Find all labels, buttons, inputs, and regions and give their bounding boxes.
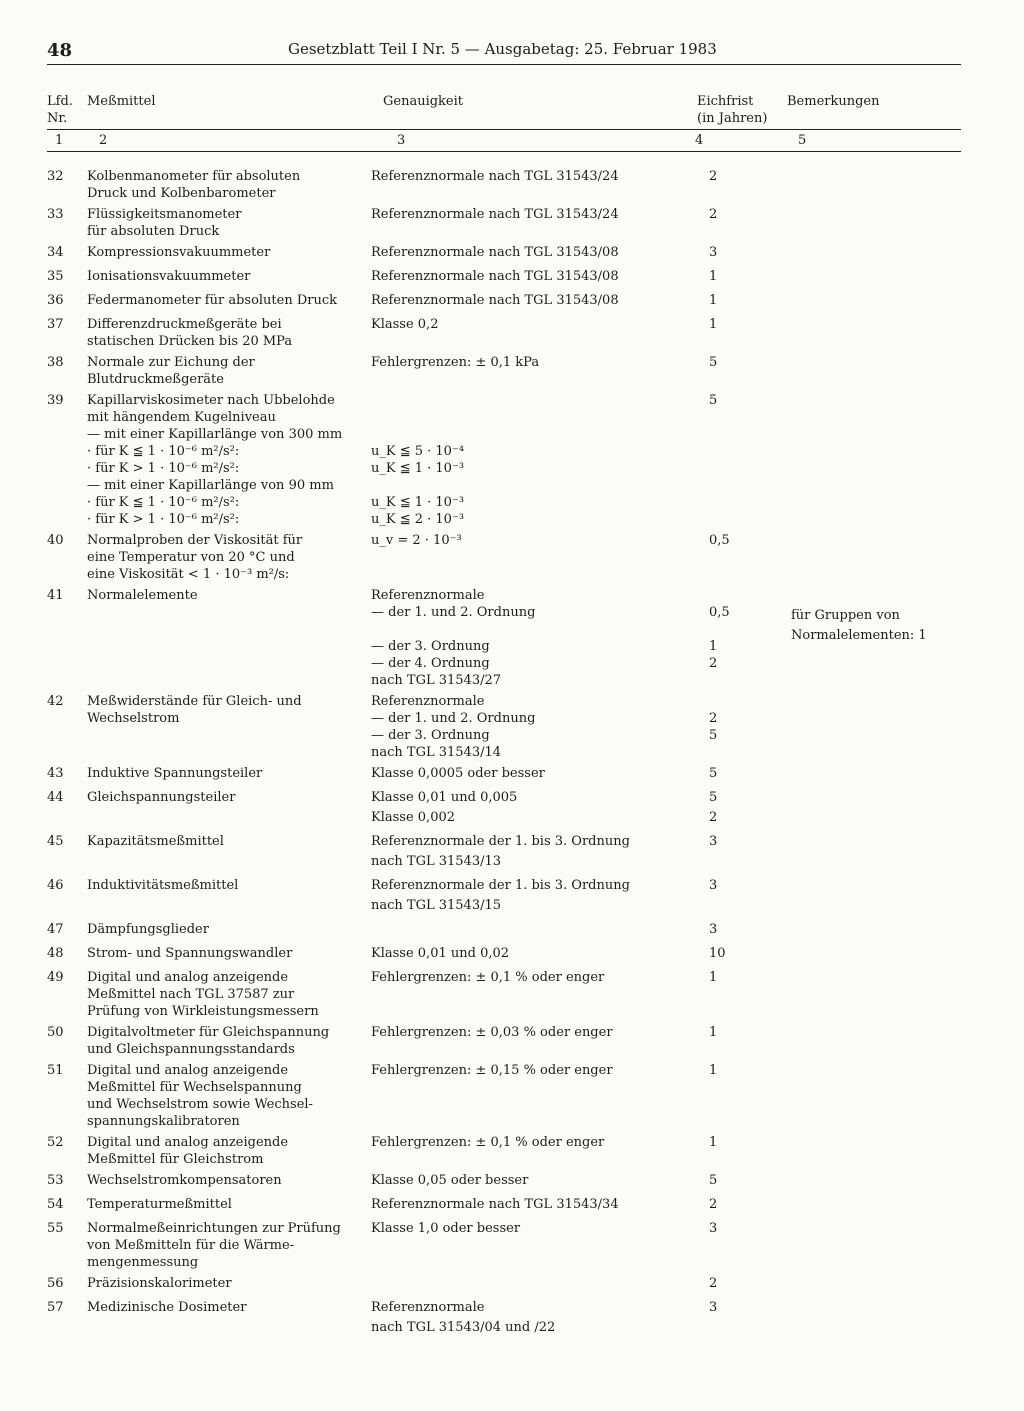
- accuracy-cell: [371, 945, 695, 965]
- measuring-instrument-line: eine Temperatur von 20 °C und: [87, 550, 295, 565]
- calibration-interval-line: 1: [709, 639, 718, 654]
- measuring-instrument-line: Induktive Spannungsteiler: [87, 766, 263, 781]
- measuring-instrument-line: · für K ≦ 1 · 10⁻⁶ m²/s²:: [87, 495, 240, 510]
- accuracy-line: — der 1. und 2. Ordnung: [371, 711, 536, 726]
- accuracy-line: Referenznormale: [371, 588, 485, 603]
- table-row: [0, 789, 1024, 829]
- row-number-cell: [47, 292, 94, 312]
- accuracy-line: Referenznormale der 1. bis 3. Ordnung: [371, 878, 630, 893]
- measuring-instrument-line: Digital und analog anzeigende: [87, 970, 289, 985]
- col-number: 1: [55, 133, 64, 148]
- measuring-instrument-line: Strom- und Spannungswandler: [87, 946, 293, 961]
- row-number-cell: [47, 789, 94, 809]
- row-number: 47: [47, 922, 64, 937]
- accuracy-line: nach TGL 31543/27: [371, 673, 502, 688]
- accuracy-line: Klasse 0,2: [371, 317, 439, 332]
- measuring-instrument-line: Kapillarviskosimeter nach Ubbelohde: [87, 393, 335, 408]
- row-number: 56: [47, 1276, 64, 1291]
- measuring-instrument-line: — mit einer Kapillarlänge von 90 mm: [87, 478, 334, 493]
- row-number-cell: [47, 268, 94, 288]
- accuracy-line: nach TGL 31543/04 und /22: [371, 1320, 556, 1335]
- measuring-instrument-cell: [87, 1220, 371, 1271]
- measuring-instrument-cell: [87, 354, 371, 388]
- row-number-cell: [47, 1062, 94, 1082]
- table-body: [0, 168, 1024, 1343]
- row-number: 50: [47, 1025, 64, 1040]
- table-row: [0, 316, 1024, 350]
- accuracy-cell: [371, 532, 695, 552]
- measuring-instrument-cell: [87, 392, 371, 528]
- accuracy-cell: [371, 1062, 695, 1082]
- table-row: [0, 765, 1024, 785]
- measuring-instrument-cell: [87, 693, 371, 727]
- measuring-instrument-cell: [87, 206, 371, 240]
- row-number-cell: [47, 168, 94, 188]
- calibration-interval-line: 2: [709, 1276, 718, 1291]
- calibration-interval-line: 2: [709, 810, 718, 825]
- calibration-interval-cell: [695, 1220, 791, 1240]
- row-number: 36: [47, 293, 64, 308]
- measuring-instrument-cell: [87, 1062, 371, 1130]
- row-number-cell: [47, 765, 94, 785]
- calibration-interval-line: 10: [709, 946, 726, 961]
- accuracy-line: Referenznormale nach TGL 31543/08: [371, 293, 619, 308]
- measuring-instrument-cell: [87, 921, 371, 938]
- table-row: [0, 833, 1024, 873]
- row-number-cell: [47, 1172, 94, 1192]
- row-number: 34: [47, 245, 64, 260]
- table-row: [0, 532, 1024, 583]
- row-number: 35: [47, 269, 64, 284]
- calibration-interval-cell: [695, 789, 791, 829]
- accuracy-line: [371, 426, 695, 443]
- row-number-cell: [47, 969, 94, 989]
- accuracy-line: Referenznormale nach TGL 31543/08: [371, 269, 619, 284]
- calibration-interval-cell: [695, 1024, 791, 1044]
- row-number: 49: [47, 970, 64, 985]
- number-rule: [47, 151, 961, 152]
- remarks-line: [791, 587, 971, 607]
- accuracy-line: Referenznormale nach TGL 31543/34: [371, 1197, 619, 1212]
- accuracy-line: Referenznormale: [371, 694, 485, 709]
- measuring-instrument-line: Flüssigkeitsmanometer: [87, 207, 242, 222]
- calibration-interval-cell: [695, 833, 791, 853]
- measuring-instrument-line: · für K > 1 · 10⁻⁶ m²/s²:: [87, 512, 240, 527]
- row-number: 51: [47, 1063, 64, 1078]
- measuring-instrument-line: Druck und Kolbenbarometer: [87, 186, 276, 201]
- calibration-interval-cell: [695, 244, 791, 264]
- header-rule: [47, 129, 961, 130]
- calibration-interval-cell: [695, 969, 791, 989]
- accuracy-line: Fehlergrenzen: ± 0,15 % oder enger: [371, 1063, 613, 1078]
- accuracy-line: [371, 409, 695, 426]
- measuring-instrument-line: Normalmeßeinrichtungen zur Prüfung: [87, 1221, 341, 1236]
- col-number: 3: [397, 133, 406, 148]
- accuracy-line: — der 4. Ordnung: [371, 656, 490, 671]
- accuracy-line: Klasse 0,002: [371, 810, 456, 825]
- calibration-interval-line: [695, 693, 791, 710]
- accuracy-cell: [371, 1220, 695, 1240]
- calibration-interval-cell: [695, 532, 791, 552]
- calibration-interval-line: 0,5: [709, 533, 730, 548]
- accuracy-line: Klasse 1,0 oder besser: [371, 1221, 521, 1236]
- row-number-cell: [47, 587, 94, 607]
- top-rule: [47, 64, 961, 65]
- calibration-interval-cell: [695, 206, 791, 226]
- table-row: [0, 206, 1024, 240]
- row-number-cell: [47, 1275, 94, 1295]
- measuring-instrument-line: Präzisionskalorimeter: [87, 1276, 232, 1291]
- measuring-instrument-line: Differenzdruckmeßgeräte bei: [87, 317, 282, 332]
- measuring-instrument-line: Normalelemente: [87, 588, 198, 603]
- calibration-interval-cell: [695, 168, 791, 188]
- measuring-instrument-cell: [87, 1024, 371, 1058]
- calibration-interval-line: 1: [709, 1135, 718, 1150]
- accuracy-cell: [371, 969, 695, 989]
- row-number-cell: [47, 206, 94, 226]
- measuring-instrument-line: Meßmittel für Gleichstrom: [87, 1152, 264, 1167]
- measuring-instrument-cell: [87, 587, 371, 604]
- remarks-line: Normalelementen: 1: [791, 628, 927, 643]
- measuring-instrument-line: Federmanometer für absoluten Druck: [87, 293, 338, 308]
- measuring-instrument-cell: [87, 244, 371, 261]
- accuracy-line: Referenznormale nach TGL 31543/24: [371, 169, 619, 184]
- calibration-interval-line: 2: [709, 169, 718, 184]
- measuring-instrument-cell: [87, 833, 371, 850]
- measuring-instrument-line: Prüfung von Wirkleistungsmessern: [87, 1004, 319, 1019]
- row-number: 45: [47, 834, 64, 849]
- table-row: [0, 392, 1024, 528]
- remarks-cell: [791, 587, 971, 647]
- accuracy-line: Klasse 0,05 oder besser: [371, 1173, 529, 1188]
- accuracy-cell: [371, 268, 695, 288]
- row-number-cell: [47, 1134, 94, 1154]
- calibration-interval-line: 3: [709, 245, 718, 260]
- accuracy-cell: [371, 392, 695, 528]
- calibration-interval-line: [695, 621, 791, 638]
- table-row: [0, 1275, 1024, 1295]
- calibration-interval-line: 5: [709, 790, 718, 805]
- calibration-interval-cell: [695, 945, 791, 965]
- measuring-instrument-line: Digital und analog anzeigende: [87, 1135, 289, 1150]
- accuracy-line: u_v = 2 · 10⁻³: [371, 533, 462, 548]
- table-row: [0, 969, 1024, 1020]
- measuring-instrument-line: Kapazitätsmeßmittel: [87, 834, 224, 849]
- accuracy-line: Referenznormale nach TGL 31543/08: [371, 245, 619, 260]
- calibration-interval-cell: [695, 693, 791, 744]
- measuring-instrument-line: Kompressionsvakuummeter: [87, 245, 271, 260]
- measuring-instrument-cell: [87, 1172, 371, 1189]
- table-row: [0, 1196, 1024, 1216]
- accuracy-line: nach TGL 31543/14: [371, 745, 502, 760]
- row-number: 41: [47, 588, 64, 603]
- accuracy-line: — der 1. und 2. Ordnung: [371, 605, 536, 620]
- calibration-interval-line: 2: [709, 711, 718, 726]
- measuring-instrument-cell: [87, 292, 371, 309]
- accuracy-cell: [371, 789, 695, 829]
- measuring-instrument-line: Wechselstromkompensatoren: [87, 1173, 282, 1188]
- row-number: 32: [47, 169, 64, 184]
- table-row: [0, 292, 1024, 312]
- accuracy-cell: [371, 292, 695, 312]
- row-number: 37: [47, 317, 64, 332]
- accuracy-cell: [371, 354, 695, 374]
- measuring-instrument-line: · für K ≦ 1 · 10⁻⁶ m²/s²:: [87, 444, 240, 459]
- calibration-interval-line: 5: [709, 393, 718, 408]
- remarks-line: für Gruppen von: [791, 608, 900, 623]
- accuracy-line: nach TGL 31543/13: [371, 854, 502, 869]
- calibration-interval-cell: [695, 1196, 791, 1216]
- accuracy-cell: [371, 877, 695, 917]
- accuracy-line: Referenznormale: [371, 1300, 485, 1315]
- table-row: [0, 1220, 1024, 1271]
- row-number-cell: [47, 392, 94, 412]
- measuring-instrument-line: Normalproben der Viskosität für: [87, 533, 303, 548]
- calibration-interval-cell: [695, 354, 791, 374]
- measuring-instrument-line: mengenmessung: [87, 1255, 199, 1270]
- col-header-accuracy: Genauigkeit: [383, 94, 464, 109]
- accuracy-cell: [371, 765, 695, 785]
- measuring-instrument-cell: [87, 945, 371, 962]
- calibration-interval-line: 1: [709, 293, 718, 308]
- table-row: [0, 168, 1024, 202]
- row-number-cell: [47, 921, 94, 941]
- accuracy-cell: [371, 206, 695, 226]
- col-number: 5: [798, 133, 807, 148]
- row-number-cell: [47, 833, 94, 853]
- table-row: [0, 1134, 1024, 1168]
- calibration-interval-cell: [695, 877, 791, 897]
- calibration-interval-cell: [695, 1299, 791, 1319]
- measuring-instrument-line: mit hängendem Kugelniveau: [87, 410, 276, 425]
- col-header-remarks: Bemerkungen: [787, 94, 880, 109]
- measuring-instrument-line: Induktivitätsmeßmittel: [87, 878, 239, 893]
- accuracy-cell: [371, 833, 695, 873]
- calibration-interval-line: 3: [709, 878, 718, 893]
- accuracy-cell: [371, 1299, 695, 1339]
- row-number-cell: [47, 532, 94, 552]
- accuracy-line: — der 3. Ordnung: [371, 639, 490, 654]
- measuring-instrument-cell: [87, 789, 371, 806]
- table-row: [0, 693, 1024, 761]
- measuring-instrument-line: Ionisationsvakuummeter: [87, 269, 251, 284]
- accuracy-line: Referenznormale nach TGL 31543/24: [371, 207, 619, 222]
- row-number-cell: [47, 693, 94, 713]
- measuring-instrument-line: Medizinische Dosimeter: [87, 1300, 247, 1315]
- measuring-instrument-cell: [87, 532, 371, 583]
- measuring-instrument-cell: [87, 268, 371, 285]
- accuracy-cell: [371, 1172, 695, 1192]
- calibration-interval-cell: [695, 1275, 791, 1295]
- row-number-cell: [47, 877, 94, 897]
- calibration-interval-line: 1: [709, 970, 718, 985]
- measuring-instrument-line: statischen Drücken bis 20 MPa: [87, 334, 293, 349]
- calibration-interval-cell: [695, 1062, 791, 1082]
- col-header-nr: Lfd. Nr.: [47, 94, 73, 126]
- row-number: 38: [47, 355, 64, 370]
- calibration-interval-line: 5: [709, 728, 718, 743]
- row-number: 39: [47, 393, 64, 408]
- accuracy-line: u_K ≦ 1 · 10⁻³: [371, 461, 465, 476]
- accuracy-line: nach TGL 31543/15: [371, 898, 502, 913]
- accuracy-line: u_K ≦ 5 · 10⁻⁴: [371, 444, 465, 459]
- table-row: [0, 1024, 1024, 1058]
- calibration-interval-line: 3: [709, 1300, 718, 1315]
- measuring-instrument-line: Blutdruckmeßgeräte: [87, 372, 224, 387]
- measuring-instrument-line: Wechselstrom: [87, 711, 180, 726]
- accuracy-cell: [371, 168, 695, 188]
- calibration-interval-line: 2: [709, 207, 718, 222]
- accuracy-line: Fehlergrenzen: ± 0,1 % oder enger: [371, 1135, 605, 1150]
- accuracy-line: Fehlergrenzen: ± 0,1 kPa: [371, 355, 540, 370]
- row-number-cell: [47, 354, 94, 374]
- measuring-instrument-line: für absoluten Druck: [87, 224, 220, 239]
- calibration-interval-line: 2: [709, 1197, 718, 1212]
- accuracy-cell: [371, 1024, 695, 1044]
- row-number: 33: [47, 207, 64, 222]
- row-number: 40: [47, 533, 64, 548]
- table-row: [0, 1299, 1024, 1339]
- table-row: [0, 945, 1024, 965]
- measuring-instrument-line: Digitalvoltmeter für Gleichspannung: [87, 1025, 330, 1040]
- measuring-instrument-cell: [87, 1275, 371, 1292]
- accuracy-line: [371, 477, 695, 494]
- col-number: 2: [99, 133, 108, 148]
- calibration-interval-cell: [695, 392, 791, 409]
- row-number: 55: [47, 1221, 64, 1236]
- accuracy-cell: [371, 1196, 695, 1216]
- row-number: 44: [47, 790, 64, 805]
- accuracy-line: u_K ≦ 1 · 10⁻³: [371, 495, 465, 510]
- measuring-instrument-cell: [87, 1299, 371, 1316]
- measuring-instrument-cell: [87, 765, 371, 782]
- calibration-interval-line: 3: [709, 922, 718, 937]
- accuracy-line: u_K ≦ 2 · 10⁻³: [371, 512, 465, 527]
- calibration-interval-line: 1: [709, 317, 718, 332]
- measuring-instrument-line: Meßmittel für Wechselspannung: [87, 1080, 302, 1095]
- table-row: [0, 587, 1024, 689]
- table-row: [0, 354, 1024, 388]
- row-number: 52: [47, 1135, 64, 1150]
- calibration-interval-line: 5: [709, 355, 718, 370]
- col-number: 4: [695, 133, 704, 148]
- calibration-interval-cell: [695, 316, 791, 336]
- measuring-instrument-line: Kolbenmanometer für absoluten: [87, 169, 301, 184]
- calibration-interval-cell: [695, 292, 791, 312]
- row-number-cell: [47, 244, 94, 264]
- row-number: 48: [47, 946, 64, 961]
- table-row: [0, 877, 1024, 917]
- measuring-instrument-line: Dämpfungsglieder: [87, 922, 209, 937]
- measuring-instrument-line: Temperaturmeßmittel: [87, 1197, 232, 1212]
- calibration-interval-line: 1: [709, 1025, 718, 1040]
- measuring-instrument-cell: [87, 1134, 371, 1168]
- row-number-cell: [47, 945, 94, 965]
- row-number: 57: [47, 1300, 64, 1315]
- measuring-instrument-cell: [87, 1196, 371, 1213]
- accuracy-cell: [371, 244, 695, 264]
- calibration-interval-line: 3: [709, 834, 718, 849]
- row-number-cell: [47, 1220, 94, 1240]
- row-number-cell: [47, 1299, 94, 1319]
- row-number: 54: [47, 1197, 64, 1212]
- measuring-instrument-line: spannungskalibratoren: [87, 1114, 240, 1129]
- col-header-interval: Eichfrist (in Jahren): [697, 94, 768, 126]
- col-header-measure: Meßmittel: [87, 94, 156, 109]
- calibration-interval-cell: [695, 1134, 791, 1154]
- calibration-interval-cell: [695, 268, 791, 288]
- accuracy-cell: [371, 316, 695, 336]
- measuring-instrument-line: Normale zur Eichung der: [87, 355, 255, 370]
- row-number: 46: [47, 878, 64, 893]
- accuracy-line: Referenznormale der 1. bis 3. Ordnung: [371, 834, 630, 849]
- measuring-instrument-line: Meßmittel nach TGL 37587 zur: [87, 987, 295, 1002]
- measuring-instrument-line: und Wechselstrom sowie Wechsel-: [87, 1097, 313, 1112]
- accuracy-line: [371, 392, 695, 409]
- accuracy-line: Fehlergrenzen: ± 0,1 % oder enger: [371, 970, 605, 985]
- calibration-interval-line: 5: [709, 1173, 718, 1188]
- calibration-interval-line: 2: [709, 656, 718, 671]
- calibration-interval-cell: [695, 765, 791, 785]
- table-row: [0, 1172, 1024, 1192]
- accuracy-line: [371, 621, 695, 638]
- calibration-interval-cell: [695, 1172, 791, 1192]
- measuring-instrument-line: · für K > 1 · 10⁻⁶ m²/s²:: [87, 461, 240, 476]
- measuring-instrument-cell: [87, 877, 371, 894]
- table-row: [0, 1062, 1024, 1130]
- accuracy-line: — der 3. Ordnung: [371, 728, 490, 743]
- measuring-instrument-cell: [87, 969, 371, 1020]
- accuracy-line: Klasse 0,01 und 0,02: [371, 946, 510, 961]
- measuring-instrument-line: eine Viskosität < 1 · 10⁻³ m²/s:: [87, 567, 290, 582]
- accuracy-line: Klasse 0,01 und 0,005: [371, 790, 518, 805]
- row-number: 42: [47, 694, 64, 709]
- measuring-instrument-line: von Meßmitteln für die Wärme-: [87, 1238, 295, 1253]
- measuring-instrument-line: Gleichspannungsteiler: [87, 790, 236, 805]
- calibration-interval-cell: [695, 587, 791, 672]
- accuracy-line: Klasse 0,0005 oder besser: [371, 766, 545, 781]
- row-number: 53: [47, 1173, 64, 1188]
- row-number-cell: [47, 316, 94, 336]
- row-number-cell: [47, 1024, 94, 1044]
- calibration-interval-line: 3: [709, 1221, 718, 1236]
- calibration-interval-line: 0,5: [709, 605, 730, 620]
- calibration-interval-line: [695, 587, 791, 604]
- table-row: [0, 244, 1024, 264]
- calibration-interval-line: 5: [709, 766, 718, 781]
- measuring-instrument-line: Meßwiderstände für Gleich- und: [87, 694, 302, 709]
- calibration-interval-cell: [695, 921, 791, 941]
- measuring-instrument-cell: [87, 168, 371, 202]
- measuring-instrument-cell: [87, 316, 371, 350]
- row-number: 43: [47, 766, 64, 781]
- calibration-interval-line: 1: [709, 1063, 718, 1078]
- accuracy-line: Fehlergrenzen: ± 0,03 % oder enger: [371, 1025, 613, 1040]
- measuring-instrument-line: Digital und analog anzeigende: [87, 1063, 289, 1078]
- accuracy-cell: [371, 587, 695, 689]
- accuracy-cell: [371, 693, 695, 761]
- row-number-cell: [47, 1196, 94, 1216]
- table-row: [0, 268, 1024, 288]
- running-title: Gesetzblatt Teil I Nr. 5 — Ausgabetag: 25. Februar 1983: [288, 40, 717, 58]
- calibration-interval-line: 1: [709, 269, 718, 284]
- accuracy-cell: [371, 1134, 695, 1154]
- measuring-instrument-line: und Gleichspannungsstandards: [87, 1042, 295, 1057]
- table-row: [0, 921, 1024, 941]
- measuring-instrument-line: — mit einer Kapillarlänge von 300 mm: [87, 427, 343, 442]
- page-number: 48: [47, 40, 73, 61]
